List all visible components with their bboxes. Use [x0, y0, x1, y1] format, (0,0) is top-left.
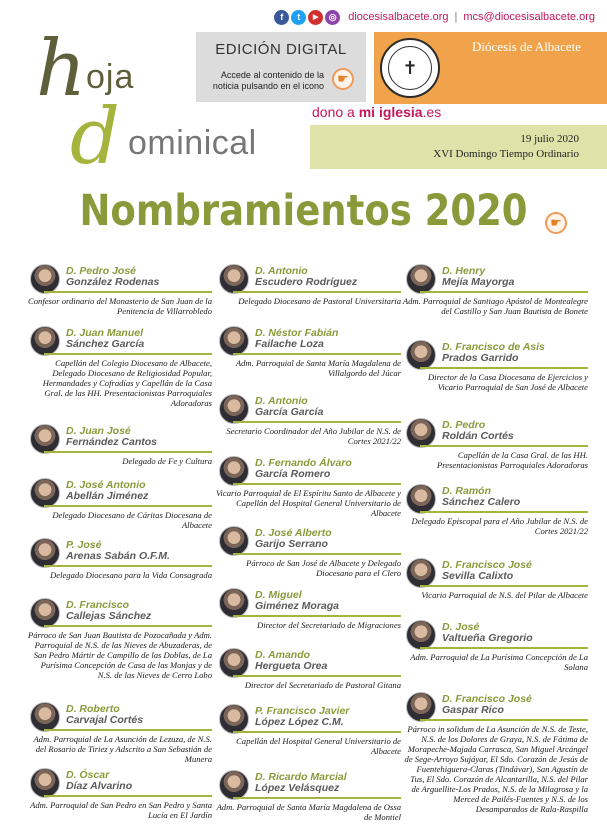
priest-photo [406, 558, 436, 588]
priest-photo [406, 692, 436, 722]
priest-name [66, 704, 212, 726]
priest-first-name: D. Francisco José [442, 693, 532, 705]
priest-photo [406, 418, 436, 448]
divider [233, 731, 401, 733]
appointment-description: Párroco de San José de Albacete y Delegado Diocesano para el Clero [246, 558, 401, 578]
priest-surname: Giménez Moraga [255, 600, 340, 612]
twitter-icon[interactable]: t [291, 10, 306, 25]
divider [420, 445, 588, 447]
divider [233, 675, 401, 677]
priest-surname: Sánchez Calero [442, 496, 521, 508]
priest-name [255, 458, 401, 480]
appointment-description: Adm. Parroquial de Santa María Magdalena de Ossa de Montiel [216, 802, 401, 822]
divider [420, 585, 588, 587]
priest-surname: Callejas Sánchez [66, 610, 152, 622]
priest-name [255, 266, 401, 288]
priest-name [255, 706, 401, 728]
priest-photo [30, 478, 60, 508]
priest-name [66, 266, 212, 288]
appointment-description: Delegado Diocesano para la Vida Consagrada [50, 570, 212, 580]
priest-name [66, 770, 212, 792]
divider [233, 483, 401, 485]
appointment-description: Adm. Parroquial de Santiago Apóstol de Montealegre del Castillo y San Juan Bautista de Bonete [402, 296, 588, 316]
page-title: Nombramientos 2020 [79, 186, 528, 236]
facebook-icon[interactable]: f [274, 10, 289, 25]
separator: | [454, 11, 458, 23]
priest-surname: Gaspar Rico [442, 704, 504, 716]
priest-photo [219, 326, 249, 356]
appointment-description: Capellán de la Casa Gral. de las HH. Presentacionistas Parroquiales Adoradoras [436, 450, 588, 470]
appointment-description: Delegado de Fe y Cultura [122, 456, 212, 466]
priest-first-name: D. Ricardo Marcial [255, 771, 347, 783]
priest-first-name: D. Néstor Fabián [255, 327, 339, 339]
priest-surname: García García [255, 406, 324, 418]
diocese-seal [380, 38, 440, 98]
priest-name [255, 328, 401, 350]
appointment-description: Secretario Coordinador del Año Jubilar de N.S. de Cortes 2021/22 [226, 426, 401, 446]
priest-name [255, 590, 401, 612]
diocese-title: Diócesis de Albacete [471, 39, 581, 54]
priest-name [442, 486, 588, 508]
divider [233, 553, 401, 555]
priest-surname: Mejía Mayorga [442, 276, 515, 288]
priest-first-name: D. Henry [442, 265, 486, 277]
priest-surname: Sevilla Calixto [442, 570, 514, 582]
priest-first-name: D. José Alberto [255, 527, 332, 539]
priest-first-name: D. Juan Manuel [66, 327, 144, 339]
pointing-hand-icon[interactable]: ☛ [545, 212, 567, 234]
priest-first-name: D. Francisco [66, 599, 130, 611]
dono-suffix: .es [422, 104, 442, 120]
priest-surname: Roldán Cortés [442, 430, 514, 442]
logo-letter-d: d [70, 92, 120, 182]
priest-name [442, 622, 588, 644]
top-contact-bar [274, 6, 595, 28]
priest-name [442, 420, 588, 442]
priest-photo [219, 704, 249, 734]
divider [44, 291, 212, 293]
cross-icon: ✝ [402, 57, 418, 79]
priest-photo [406, 484, 436, 514]
appointment-description: Confesor ordinario del Monasterio de San Juan de la Penitencia de Villarrobledo [28, 296, 212, 316]
priest-name [255, 396, 401, 418]
divider [420, 511, 588, 513]
priest-photo [219, 588, 249, 618]
divider [44, 625, 212, 627]
website-link[interactable]: diocesisalbacete.org [348, 11, 449, 23]
priest-surname: Abellán Jiménez [66, 490, 149, 502]
divider [44, 451, 212, 453]
priest-surname: Failache Loza [255, 338, 324, 350]
priest-photo [219, 456, 249, 486]
priest-first-name: D. José Antonio [66, 479, 146, 491]
divider [420, 291, 588, 293]
instagram-icon[interactable]: ◎ [325, 10, 340, 25]
priest-first-name: D. Miguel [255, 589, 302, 601]
digital-edition-text: Accede al contenido de la noticia pulsando en el icono [212, 70, 324, 91]
divider [420, 719, 588, 721]
priest-first-name: D. Antonio [255, 265, 308, 277]
email-link[interactable]: mcs@diocesisalbacete.org [463, 11, 595, 23]
divider [233, 421, 401, 423]
appointment-description: Director del Secretariado de Pastoral Gitana [244, 680, 401, 690]
divider [44, 565, 212, 567]
divider [420, 647, 588, 649]
priest-first-name: D. Óscar [66, 769, 110, 781]
appointment-description: Capellán del Hospital General Universitario de Albacete [236, 736, 401, 756]
youtube-icon[interactable]: ▶ [308, 10, 323, 25]
priest-photo [219, 648, 249, 678]
appointment-description: Adm. Parroquial de San Pedro en San Pedro y Santa Lucía en El Jardín [30, 800, 212, 820]
priest-name [442, 266, 588, 288]
priest-surname: López Velásquez [255, 782, 340, 794]
priest-surname: Sánchez García [66, 338, 145, 350]
digital-edition-box [196, 32, 366, 102]
appointment-description: Adm. Parroquial de Santa María Magdalena de Villalgordo del Júcar [235, 358, 401, 378]
priest-surname: Prados Garrido [442, 352, 519, 364]
priest-surname: García Romero [255, 468, 331, 480]
priest-photo [30, 326, 60, 356]
priest-first-name: D. Pedro [442, 419, 486, 431]
priest-name [442, 560, 588, 582]
appointment-description: Delegado Diocesano de Cáritas Diocesana de Albacete [52, 510, 212, 530]
priest-photo [406, 340, 436, 370]
priest-surname: Carvajal Cortés [66, 714, 144, 726]
appointment-description: Vicario Parroquial de El Espíritu Santo de Albacete y Capellán del Hospital General Universitario de Albacete [215, 488, 401, 518]
priest-first-name: D. Ramón [442, 485, 492, 497]
priest-name [66, 328, 212, 350]
social-links [274, 10, 340, 25]
issue-date: 19 julio 2020 [520, 133, 579, 145]
date-box [310, 125, 607, 169]
priest-photo [406, 264, 436, 294]
priest-surname: Hergueta Orea [255, 660, 328, 672]
priest-name [255, 772, 401, 794]
divider [233, 615, 401, 617]
priest-name [255, 650, 401, 672]
pointing-hand-icon[interactable]: ☛ [332, 68, 354, 90]
priest-name [255, 528, 401, 550]
priest-surname: González Rodenas [66, 276, 160, 288]
appointment-description: Capellán del Colegio Diocesano de Albacete, Delegado Diocesano de Religiosidad Popular, Hermandades y Cofradías y Capellán de la Casa Gral. de las HH. Presentacionistas Parroquiales Adoradoras [42, 358, 212, 408]
appointment-description: Delegado Episcopal para el Año Jubilar de N.S. de Cortes 2021/22 [411, 516, 588, 536]
divider [44, 795, 212, 797]
appointment-description: Párroco in solidum de La Asunción de N.S. de Teste, N.S. de los Dolores de Graya, N.S. de Fátima de Morapeche-Majada Carrasca, San Miguel Arcángel de Sege-Arroyo Sujáyar, El Sdo. Corazón de Jesús de Fuentehiguera-Claras (Tindávar), San Agustín de Tus, El Sdo. Corazón de Alcantarilla, N.S. del Pilar de Arguellite-Los Prados, N.S. de la Milagrosa y la Merced de Pailés-Fuentes y N.S. de los Desamparados de Rala-Raspilla [404, 724, 588, 814]
priest-name [442, 694, 588, 716]
priest-surname: Garijo Serrano [255, 538, 328, 550]
priest-first-name: D. Fernando Álvaro [255, 457, 352, 469]
divider [420, 367, 588, 369]
priest-name [66, 480, 212, 502]
divider [44, 505, 212, 507]
priest-surname: Díaz Alvarino [66, 780, 133, 792]
priest-first-name: D. Amando [255, 649, 311, 661]
divider [44, 729, 212, 731]
priest-photo [219, 394, 249, 424]
priest-first-name: P. Francisco Javier [255, 705, 350, 717]
appointment-description: Director de la Casa Diocesana de Ejercicios y Vicario Parroquial de San José de Albacete [428, 372, 588, 392]
divider [233, 353, 401, 355]
priest-name [66, 426, 212, 448]
priest-first-name: D. Roberto [66, 703, 120, 715]
priest-photo [219, 770, 249, 800]
priest-surname: Arenas Sabán O.F.M. [66, 550, 170, 562]
priest-first-name: P. José [66, 539, 102, 551]
priest-photo [30, 264, 60, 294]
logo-word-ominical: ominical [128, 124, 257, 162]
priest-first-name: D. Francisco de Asís [442, 341, 545, 353]
priest-photo [219, 264, 249, 294]
digital-edition-title: EDICIÓN DIGITAL [215, 41, 347, 58]
priest-surname: Escudero Rodríguez [255, 276, 358, 288]
logo-letter-h: h [36, 24, 87, 114]
appointment-description: Párroco de San Juan Bautista de Pozocañada y Adm. Parroquial de N.S. de las Nieves de Abuzaderas, de San Pedro Mártir de Campillo de las Doblas, de La Purísima Concepción de Casa de las Monjas y de N.S. de las Nieves de Cerro Lobo [27, 630, 212, 680]
priest-first-name: D. José [442, 621, 480, 633]
dono-prefix: dono a [312, 104, 359, 120]
priest-first-name: D. Antonio [255, 395, 308, 407]
diocese-seal-box [374, 32, 446, 104]
priest-photo [30, 538, 60, 568]
divider [233, 797, 401, 799]
priest-first-name: D. Juan José [66, 425, 131, 437]
liturgical-sunday: XVI Domingo Tiempo Ordinario [433, 148, 579, 160]
priest-surname: Valtueña Gregorio [442, 632, 533, 644]
dono-link[interactable] [312, 104, 441, 120]
priest-photo [30, 424, 60, 454]
diocese-box [446, 32, 607, 104]
priest-photo [30, 598, 60, 628]
appointment-description: Adm. Parroquial de La Asunción de Lezuza, de N.S. del Rosario de Tiriez y Adscrito a San Sebastián de Munera [33, 734, 212, 764]
appointment-description: Vicario Parroquial de N.S. del Pilar de Albacete [421, 590, 588, 600]
priest-first-name: D. Francisco José [442, 559, 532, 571]
divider [44, 353, 212, 355]
dono-bold: mi iglesia [358, 104, 423, 120]
priest-photo [219, 526, 249, 556]
divider [233, 291, 401, 293]
priest-first-name: D. Pedro José [66, 265, 137, 277]
priest-surname: López López C.M. [255, 716, 344, 728]
priest-photo [406, 620, 436, 650]
appointment-description: Director del Secretariado de Migraciones [257, 620, 401, 630]
priest-name [66, 600, 212, 622]
priest-photo [30, 768, 60, 798]
appointment-description: Adm. Parroquial de La Purísima Concepción de La Solana [410, 652, 588, 672]
appointment-description: Delegado Diocesano de Pastoral Universitaria [238, 296, 401, 306]
priest-photo [30, 702, 60, 732]
priest-name [66, 540, 212, 562]
priest-name [442, 342, 588, 364]
priest-surname: Fernández Cantos [66, 436, 158, 448]
logo-word-oja: oja [86, 58, 135, 96]
